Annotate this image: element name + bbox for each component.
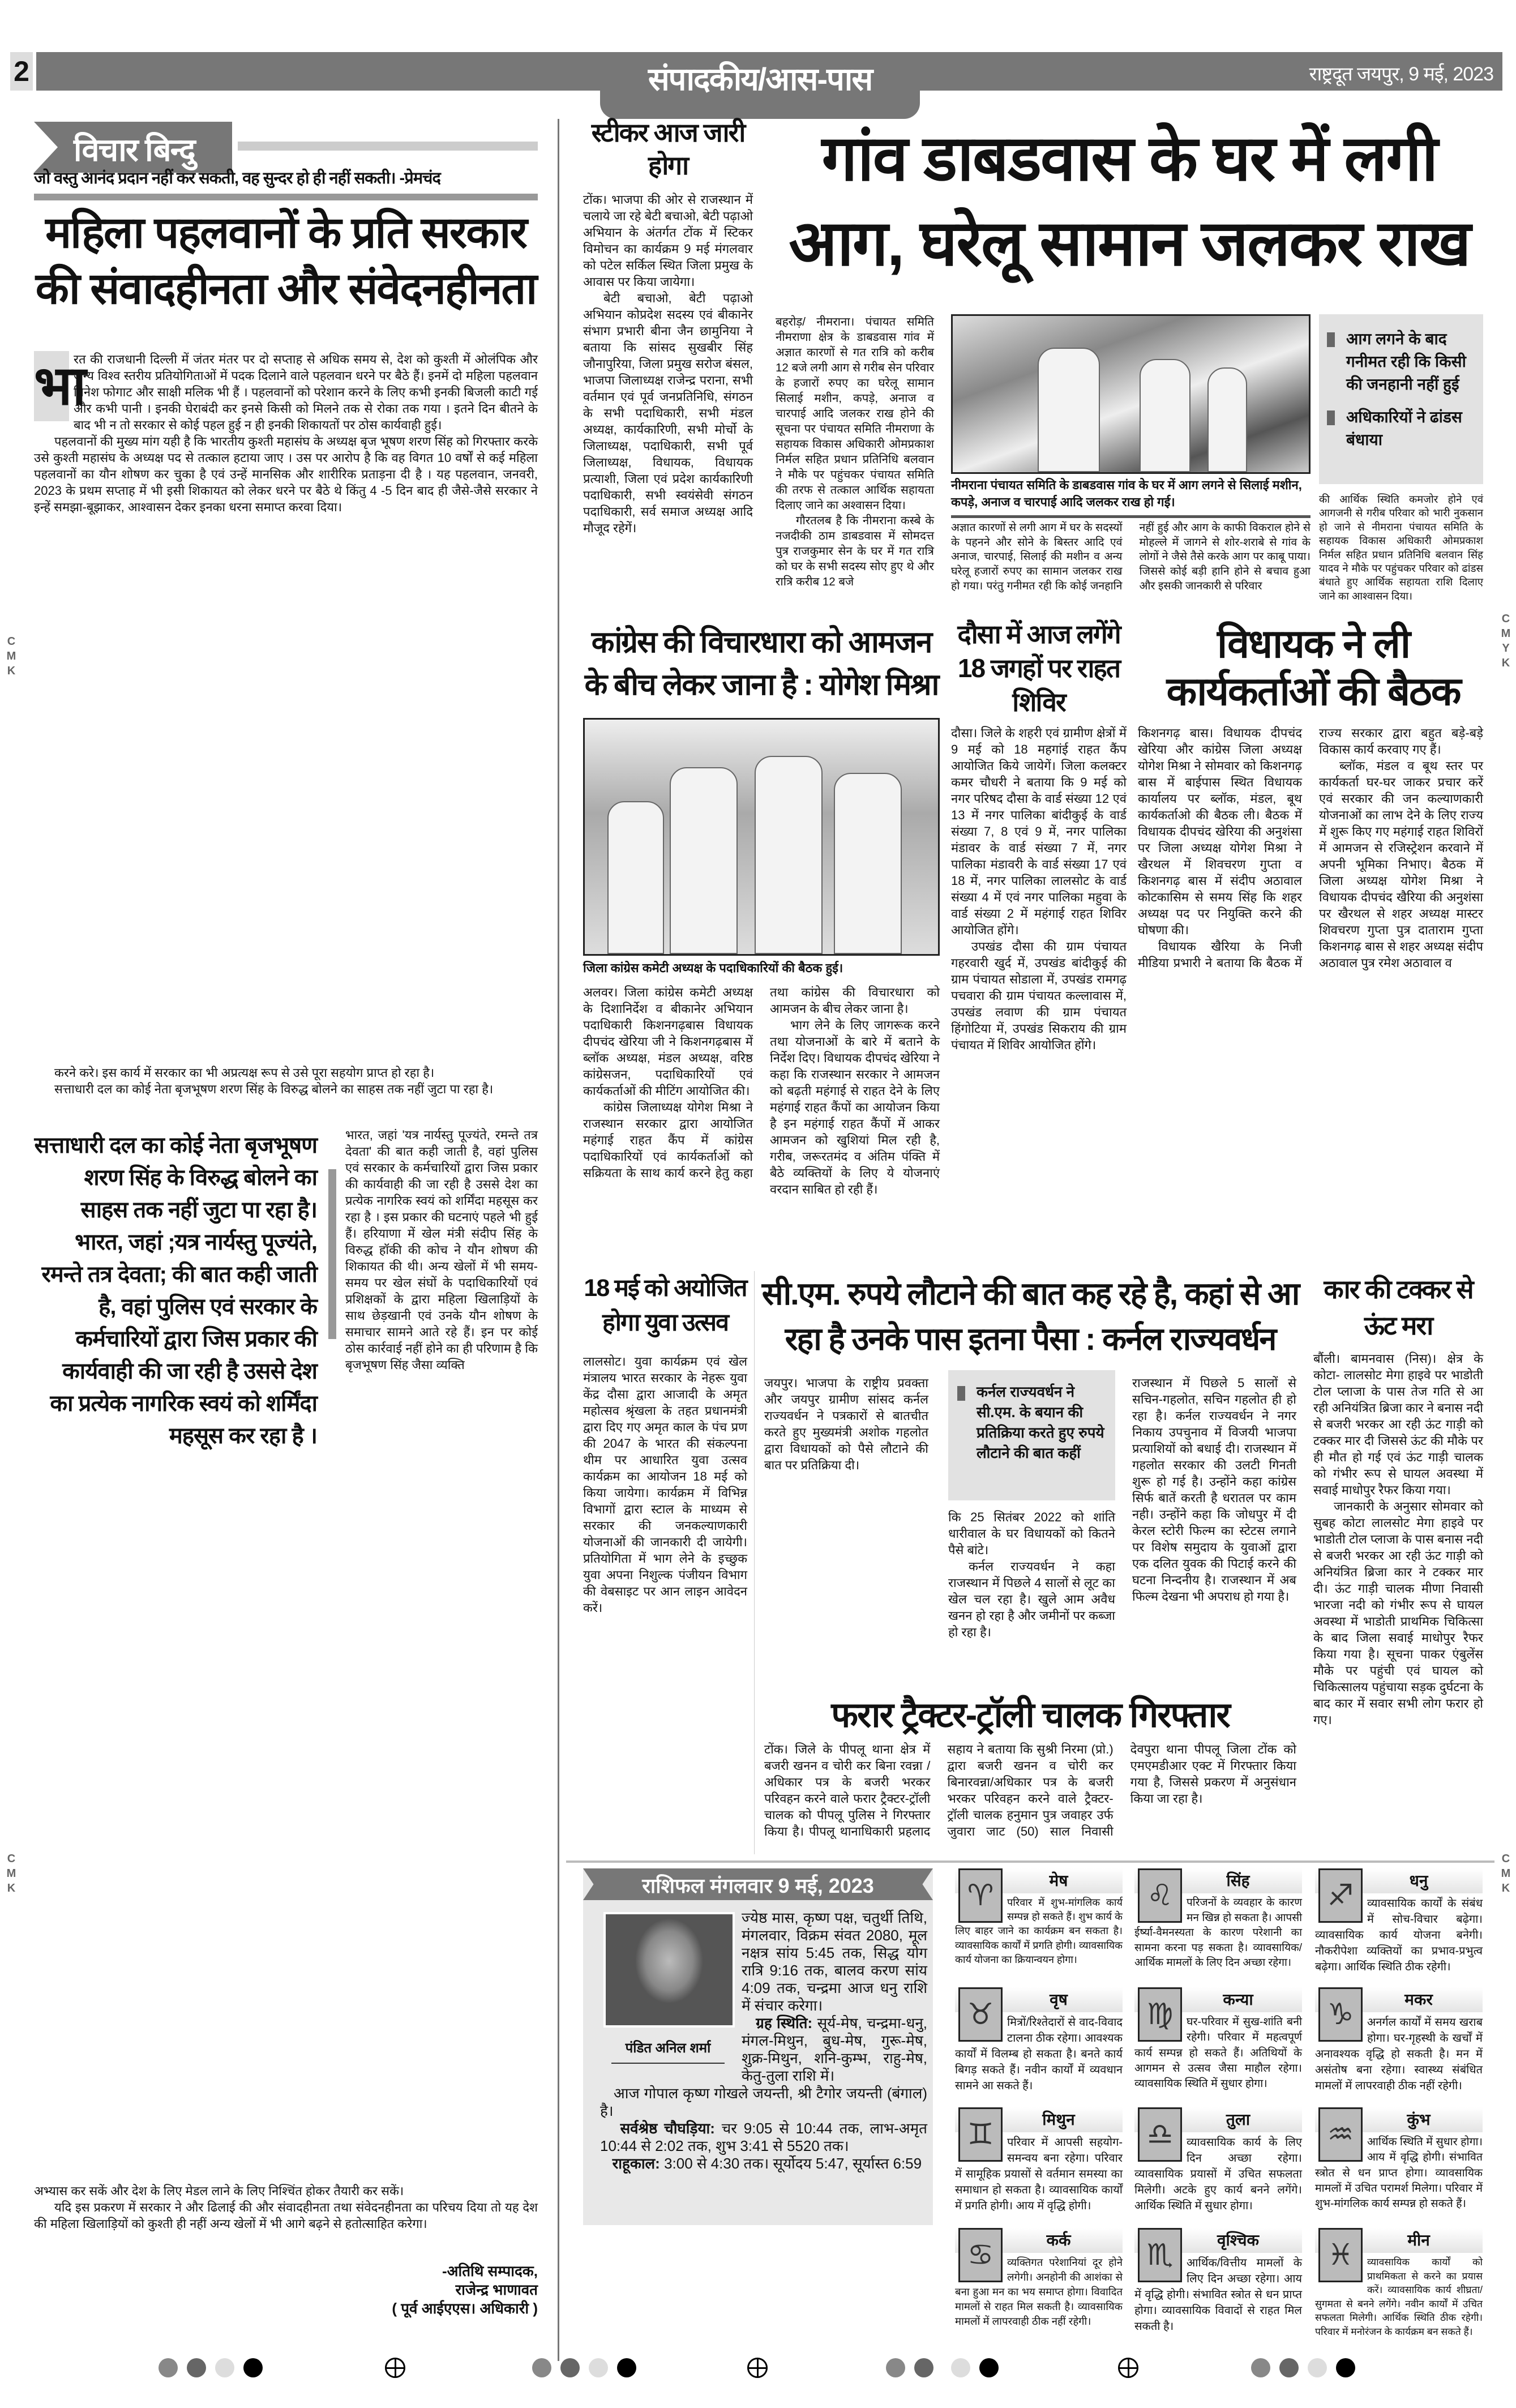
paragraph: जयपुर। भाजपा के राष्ट्रीय प्रवक्ता और जयपुर ग्रामीण सांसद कर्नल राज्यवर्धन ने पत्रकारों से बातचीत करते हुए मुख्यमंत्री अशोक गहलोत द्वारा विधायकों को पैसे लौटाने की बात पर प्रतिक्रिया दी। bbox=[764, 1376, 928, 1472]
cm-body-column-1 bbox=[764, 1375, 928, 1473]
paragraph: की आर्थिक स्थिति कमजोर होने एवं आगजनी से गरीब परिवार को भारी नुकसान हो जाने से नीमराना पंचायत समिति के सहायक विकास अधिकारी ओमप्रकाश निर्मल सहित प्रधान प्रतिनिधि बलवान सिंह यादव ने मौके पर पहुंचकर परिवार को ढांडस बंधाते हुए आर्थिक सहायता राशि दिलाए जाने का आश्वासन दिया। bbox=[1319, 493, 1483, 602]
horoscope-capricorn bbox=[1315, 1987, 1483, 2094]
sign-text: घर-परिवार में सुख-शांति बनी रहेगी। परिवार में महत्वपूर्ण कार्य सम्पन्न हो सकते हैं। अतिथियों के आगमन से उत्सव जैसा माहौल रहेगा। व्यावसायिक स्थिति में सुधार होगा। bbox=[1134, 2016, 1302, 2090]
youth-body bbox=[583, 1353, 747, 1616]
fire-highlights bbox=[1319, 314, 1483, 484]
registration-dot bbox=[914, 2358, 933, 2377]
paragraph: बेटी बचाओ, बेटी पढ़ाओ अभियान कोप्रदेश सदस्य एवं बीकानेर संभाग प्रभारी बीना जैन छामुनिया ने बताया कि सांसद सुखबीर सिंह जौनापुरिया, जिला प्रमुख सरोज बंसल, भाजपा जिलाध्यक्ष राजेन्द्र पराना, सभी वर्तमान एवं पूर्व जनप्रतिनिधि, संगठन के सभी पदाधिकारी, सभी मंडल अध्यक्ष, कार्यकारिणी, सभी मोर्चो के जिलाध्यक्ष, पदाधिकारी, सभी पूर्व जिलाध्यक्ष, विधायक, विधायक प्रत्याशी, जिला एवं प्रदेश कार्यकारिणी पदाधिकारी, सभी स्वयंसेवी संगठन पदाधिकारी, सर्व समाज अध्यक्ष आदि मौजूद रहेगें। bbox=[583, 291, 753, 535]
paragraph: विधायक खैरिया के निजी मीडिया प्रभारी ने बताया कि बैठक में राज्य सरकार द्वारा बहुत बड़े-बड़े विकास कार्य करवाए गए हैं। bbox=[1138, 726, 1483, 970]
sticker-headline: स्टीकर आज जारी होगा bbox=[591, 118, 745, 180]
fire-body-continued bbox=[951, 521, 1311, 594]
editorial-headline: महिला पहलवानों के प्रति सरकार की संवादहीनता और संवेदनहीनता bbox=[35, 208, 537, 313]
registration-dot bbox=[1308, 2358, 1327, 2377]
sign-text: परिवार में आपसी सहयोग-समन्वय बना रहेगा। परिवार में सामूहिक प्रयासों से वर्तमान समस्या का समाधान हो सकता है। व्यावसायिक कार्यों में प्रगति होगी। आय में वृद्धि होगी। bbox=[955, 2136, 1123, 2212]
cm-headline: सी.एम. रुपये लौटाने की बात कह रहे है, कहां से आ रहा है उनके पास इतना पैसा : कर्नल राज्यवर्धन bbox=[761, 1276, 1299, 1357]
highlight: अधिकारियों ने ढांडस बंधाया bbox=[1325, 406, 1478, 451]
fire-photo-caption: नीमराना पंचायत समिति के डाबडवास गांव के घर में आग लगने से सिलाई मशीन, कपड़े, अनाज व चारपाई आदि जलकर राख हो गई। bbox=[951, 478, 1302, 509]
registration-dot bbox=[979, 2358, 999, 2377]
jayanti-text: आज गोपाल कृष्ण गोखले जयन्ती, श्री टैगोर जयन्ती (बंगाल) है। bbox=[600, 2085, 927, 2119]
registration-dot bbox=[589, 2358, 608, 2377]
registration-crosshair bbox=[1118, 2358, 1138, 2378]
sign-name: मकर bbox=[1315, 1987, 1483, 2012]
graha-label: ग्रह स्थिति: bbox=[756, 2014, 813, 2031]
capricorn-icon: ♑ bbox=[1318, 1987, 1363, 2042]
tractor-headline: फरार ट्रैक्टर-ट्रॉली चालक गिरफ्तार bbox=[831, 1696, 1230, 1735]
editorial-side-text bbox=[345, 1127, 538, 1373]
label-rule bbox=[238, 142, 538, 151]
mla-body bbox=[1138, 725, 1483, 971]
paragraph: रत की राजधानी दिल्ली में जंतर मंतर पर दो सप्ताह से अधिक समय से, देश को कुश्ती में ओलंपिक और अन्य विश्व स्तरीय प्रतियोगिताओं में पदक दिलाने वाले पहलवान धरने पर बैठे हैं। इनमें दो महिला पहलवान विनेश फोगाट और साक्षी मलिक भी हैं । पहलवानों को परेशान करने के लिए कभी इनकी बिजली काटी गई और कभी पानी । इनकी घेराबंदी कर इनसे किसी को मिलने तक से रोका तक गया । इतने दिन बीतने के बाद भी न तो सरकार से कोई पहल हुई न ही इनकी शिकायतों पर ठोस कार्यवाही हुई। bbox=[74, 352, 538, 432]
aries-icon: ♈ bbox=[958, 1868, 1003, 1923]
cm-highlight bbox=[948, 1370, 1115, 1500]
paragraph: उपखंड दौसा की ग्राम पंचायत गहरवारी खुर्द में, उपखंड बांदीकुई की ग्राम पंचायत सोडाला में, उपखंड रामगढ़ पचवारा की ग्राम पंचायत कल्लावास में, उपखंड लवाण की ग्राम पंचायत हिंगोटिया में, उपखंड सिकराय की ग्राम पंचायत में शिविर आयोजित होंगे। bbox=[951, 939, 1127, 1052]
graha-text: सूर्य-मेष, चन्द्रमा-धनु, मंगल-मिथुन, बुध-मेष, गुरू-मेष, शुक्र-मिथुन, शनि-कुम्भ, राहु-मेष, केतु-तुला राशि में। bbox=[742, 2014, 927, 2084]
registration-crosshair bbox=[385, 2358, 405, 2378]
paragraph: बौंली। बामनवास (निस)। क्षेत्र के कोटा- लालसोट मेगा हाइवे पर भाडोती टोल प्लाजा के पास तेज गति से आ रही अनियंत्रित ब्रिजा कार ने बनास नदी से बजरी भरकर आ रही ऊंट गाड़ी को टक्कर मार दी जिससे ऊंट की मौके पर ही मौत हो गई एवं ऊंट गाड़ी चालक को गंभीर रूप से घायल अवस्था में सवाई माधोपुर रैफर किया गया। bbox=[1313, 1351, 1483, 1497]
camel-body bbox=[1313, 1350, 1483, 1728]
registration-dot bbox=[1336, 2358, 1355, 2377]
leo-icon: ♌ bbox=[1138, 1868, 1182, 1923]
paragraph: ब्लॉक, मंडल व बूथ स्तर पर कार्यकर्ता घर-घर जाकर प्रचार करें एवं सरकार की जन कल्याणकारी योजनाओं का लाभ देने के लिए राज्य में शुरू किए गए महंगाई राहत शिविरों में आमजन से रजिस्ट्रेशन करवाने में अपनी भूमिका निभाए। बैठक में जिला अध्यक्ष योगेश मिश्रा ने विधायक दीपचंद खैरिया की अनुशंसा पर खैरथल से शहर अध्यक्ष मास्टर शिवचरण गुप्ता पुत्र दाताराम गुप्ता किशनगढ़ बास से शहर अध्यक्ष संदीप अठावाल पुत्र रमेश अठावाल व bbox=[1319, 759, 1483, 970]
paragraph: भाग लेने के लिए जागरूक करने तथा योजनाओं के बारे में बताने के निर्देश दिए। विधायक दीपचंद खेरिया ने कहा कि राजस्थान सरकार ने आमजन को बढ़ती महंगाई से राहत देने के लिए महंगाई राहत कैंपों का आयोजन किया है इन महंगाई राहत कैंपों में आकर आमजन को खुशियां मिल रही है, गरीब, जरूरतमंद व अंतिम पंक्ति में बैठे व्यक्तियों के लिए ये योजनाएं वरदान साबित हो रही हैं। bbox=[770, 1018, 940, 1196]
camel-headline: कार की टक्कर से ऊंट मरा bbox=[1324, 1274, 1473, 1340]
paragraph: अभ्यास कर सकें और देश के लिए मेडल लाने के लिए निश्चिंत होकर तैयारी कर सकें। bbox=[34, 2184, 404, 2198]
gemini-icon: ♊ bbox=[958, 2107, 1003, 2162]
cm-body-column-3 bbox=[1132, 1375, 1296, 1605]
mla-headline: विधायक ने ली कार्यकर्ताओं की बैठक bbox=[1166, 622, 1461, 713]
horoscope-virgo bbox=[1134, 1987, 1302, 2092]
registration-crosshair bbox=[747, 2358, 768, 2378]
horoscope-taurus bbox=[955, 1987, 1123, 2094]
horoscope-sagittarius bbox=[1315, 1868, 1483, 1975]
paragraph: राजस्थान में पिछले 5 सालों से सचिन-गहलोत, सचिन गहलोत ही हो रहा है। कर्नल राज्यवर्धन ने नगर निकाय उपचुनाव में विजयी भाजपा प्रत्याशियों को बधाई दी। राजस्थान में गहलोत सरकार की उलटी गिनती शुरू हो गई है। उन्होंने कहा कांग्रेस सिर्फ बातें करती है धरातल पर काम नही। उन्होंने कहा कि जोधपुर में दी केरल स्टोरी फिल्म का स्टेटस लगाने पर विशेष समुदाय के युवाओं द्वारा एक दलित युवक की पिटाई करने की घटना निन्दनीय है। राजस्थान में अब फिल्म देखना भी अपराध हो गया है। bbox=[1132, 1376, 1296, 1603]
congress-headline: कांग्रेस की विचारधारा को आमजन के बीच लेकर जाना है : योगेश मिश्रा bbox=[584, 626, 939, 702]
editorial-closing bbox=[34, 2183, 538, 2232]
panchang-text bbox=[600, 1909, 927, 2172]
registration-dot bbox=[159, 2358, 178, 2377]
horoscope-aquarius bbox=[1315, 2107, 1483, 2212]
paragraph: अलवर। जिला कांग्रेस कमेटी अध्यक्ष के दिशानिर्देश व बीकानेर अभियान पदाधिकारी किशनगढ़बास विधायक दीपचंद खेरिया जी ने किशनगढ़बास में ब्लॉक अध्यक्ष, मंडल अध्यक्ष, वरिष्ठ कांग्रेसजन, पदाधिकारियों एवं कार्यकर्ताओं की मीटिंग आयोजित की। bbox=[583, 985, 753, 1098]
sign-text: आर्थिक/वित्तीय मामलों के लिए दिन अच्छा रहेगा। आय में वृद्धि होगी। संभावित स्त्रोत से धन प्राप्त होगा। व्यावसायिक विवादों से राहत मिल सकती है। bbox=[1134, 2257, 1302, 2333]
author-signature bbox=[283, 2262, 538, 2318]
signature-line: ( पूर्व आईएएस। अधिकारी ) bbox=[392, 2300, 538, 2317]
signature-line: -अतिथि सम्पादक, bbox=[442, 2262, 538, 2279]
fire-body-right bbox=[1319, 493, 1483, 603]
registration-dot bbox=[187, 2358, 206, 2377]
divider bbox=[34, 194, 538, 200]
sign-name: सिंह bbox=[1134, 1868, 1302, 1893]
astrologer-name: पंडित अनिल शर्मा bbox=[611, 2038, 725, 2064]
registration-dot bbox=[1279, 2358, 1299, 2377]
scorpio-icon: ♏ bbox=[1138, 2228, 1182, 2282]
sign-name: वृश्चिक bbox=[1134, 2228, 1302, 2253]
horoscope-cancer bbox=[955, 2228, 1123, 2329]
paragraph: टोंक। भाजपा की ओर से राजस्थान में चलाये जा रहे बेटी बचाओ, बेटी पढ़ाओ अभियान के अंतर्गत टोंक में स्टिकर विमोचन का कार्यक्रम 9 मई मंगलवार को पटेल सर्किल स्थित जिला प्रमुख के आवास पर किया जायेगा। bbox=[583, 193, 753, 289]
pull-quote: सत्ताधारी दल का कोई नेता बृजभूषण शरण सिंह के विरुद्ध बोलने का साहस तक नहीं जुटा पा रहा है। भारत, जहां ;यत्र नार्यस्तु पूज्यंते, रमन्ते तत्र देवता; की बात कही जाती है, वहां पुलिस एवं सरकार के कर्मचारियों द्वारा जिस प्रकार की कार्यवाही की जा रही है उससे देश का प्रत्येक नागरिक स्वयं को शर्मिंदा महसूस कर रहा है । bbox=[34, 1133, 317, 1448]
choghadiya-label: सर्वश्रेष्ठ चौघड़िया: bbox=[620, 2120, 715, 2137]
panchang-title: राशिफल मंगलवार 9 मई, 2023 bbox=[642, 1874, 874, 1897]
paragraph: कर्नल राज्यवर्धन ने कहा राजस्थान में पिछले 4 सालों से लूट का खेल चल रहा है। खुले आम अवैध खनन हो रहा है और जमीनों पर कब्जा हो रहा है। bbox=[948, 1559, 1115, 1639]
paragraph: सत्ताधारी दल का कोई नेता बृजभूषण शरण सिंह के विरुद्ध बोलने का साहस तक नहीं जुटा पा रहा है। bbox=[54, 1082, 494, 1096]
choghadiya-text: चर 9:05 से 10:44 तक, लाभ-अमृत 10:44 से 2:02 तक, शुभ 3:41 से 5520 तक। bbox=[600, 2120, 927, 2154]
cancer-icon: ♋ bbox=[958, 2228, 1003, 2282]
horoscope-aries bbox=[955, 1868, 1123, 1967]
registration-dot bbox=[560, 2358, 580, 2377]
column-label-text: विचार बिन्दु bbox=[74, 132, 195, 168]
highlight: कर्नल राज्यवर्धन ने सी.एम. के बयान की प्रतिक्रिया करते हुए रुपये लौटाने की बात कहीं bbox=[955, 1382, 1108, 1463]
sign-text: मित्रों/रिश्तेदारों से वाद-विवाद टालना ठीक रहेगा। आवश्यक कार्यों में विलम्ब हो सकता है। बनते कार्य बिगड़ सकते हैं। नवीन कार्यों में व्यवधान सामने आ सकते हैं। bbox=[955, 2016, 1123, 2092]
sign-name: धनु bbox=[1315, 1868, 1483, 1893]
dausa-body bbox=[951, 725, 1127, 1053]
sign-name: वृष bbox=[955, 1987, 1123, 2012]
fire-photo bbox=[951, 314, 1311, 474]
libra-icon: ♎ bbox=[1138, 2107, 1182, 2162]
paragraph: जानकारी के अनुसार सोमवार को सुबह कोटा लालसोट मेगा हाइवे पर भाडोती टोल प्लाजा के पास बनास नदी से बजरी भरकर आ रही ऊंट गाड़ी को अनियंत्रित ब्रिजा कार ने टक्कर मार दी। ऊंट गाड़ी चालक मीणा निवासी भारजा नदी को गंभीर रूप से घायल अवस्था में भाडोती प्राथमिक चिकित्सा के बाद जिला सवाई माधोपुर रैफर किया गया है। सूचना पाकर एंबुलेंस मौके पर पहुंची एवं घायल को चिकित्सालय पहुंचाया सड़क दुर्घटना के बाद कार में सवार सभी लोग फरार हो गए। bbox=[1313, 1499, 1483, 1727]
page-number: 2 bbox=[10, 52, 33, 91]
sticker-body bbox=[583, 191, 753, 536]
sign-text: व्यावसायिक कार्य के लिए दिन अच्छा रहेगा। व्यावसायिक प्रयासों में उचित सफलता मिलेगी। अटके हुए कार्य बनने लगेंगे। आर्थिक स्थिति में सुधार होगा। bbox=[1134, 2136, 1302, 2212]
pull-quote-rule bbox=[328, 1169, 336, 1339]
congress-photo bbox=[583, 718, 940, 956]
sign-name: तुला bbox=[1134, 2107, 1302, 2132]
editorial-body-top bbox=[34, 351, 538, 515]
signature-line: राजेन्द्र भाणावत bbox=[455, 2281, 538, 2298]
tractor-body bbox=[764, 1741, 1296, 1840]
paragraph: लालसोट। युवा कार्यक्रम एवं खेल मंत्रालय भारत सरकार के नेहरू युवा केंद्र दौसा द्वारा आजादी के अमृत महोत्सव श्रृंखला के तहत प्रधानमंत्री द्वारा दिए गए अमृत काल के पंच प्रण की 2047 के भारत की संकल्पना थीम पर आधारित युवा उत्सव कार्यक्रम का आयोजन 18 मई को किया जायेगा। कार्यक्रम में विभिन्न विभागों द्वारा स्टाल के माध्यम से सरकार की जनकल्याणकारी योजनाओं की जानकारी दी जायेगी। प्रतियोगिता में भाग लेने के इच्छुक युवा अपना निशुल्क पंजीयन विभाग की वेबसाइट पर आन लाइन आवेदन करें। bbox=[583, 1354, 747, 1615]
panchang-intro: ज्येष्ठ मास, कृष्ण पक्ष, चतुर्थी तिथि, मंगलवार, विक्रम संवत 2080, मूल नक्षत्र सांय 5:45 तक, सिद्ध योग रात्रि 9:16 तक, बालव करण सांय 4:09 तक, चन्द्रमा आज धनु राशि में संचार करेगा। bbox=[742, 1909, 927, 2014]
congress-photo-caption: जिला कांग्रेस कमेटी अध्यक्ष के पदाधिकारियों की बैठक हुई। bbox=[583, 961, 843, 975]
sign-text: व्यावसायिक कार्यों के संबंध में सोच-विचार बढ़ेगा। व्यावसायिक कार्य योजना बनेगी। नौकरीपेशा व्यक्तियों का प्रभाव-प्रभुत्व बढ़ेगा। आर्थिक स्थिति ठीक रहेगी। bbox=[1315, 1897, 1483, 1973]
sign-name: मेष bbox=[955, 1868, 1123, 1893]
horoscope-leo bbox=[1134, 1868, 1302, 1971]
paragraph: कि 25 सितंबर 2022 को शांति धारीवाल के घर विधायकों को कितने पैसे बांटे। bbox=[948, 1510, 1115, 1557]
paragraph: यदि इस प्रकरण में सरकार ने और ढिलाई की और संवादहीनता तथा संवेदनहीनता का परिचय दिया तो यह देश की महिला खिलाड़ियों को कुश्ती ही नहीं अन्य खेलों में भी आगे बढ़ने से हतोत्साहित करेगा। bbox=[34, 2200, 538, 2231]
fire-headline: गांव डाबडवास के घर में लगी आग, घरेलू सामान जलकर राख bbox=[789, 123, 1470, 279]
congress-body bbox=[583, 984, 940, 1197]
pisces-icon: ♓ bbox=[1318, 2228, 1363, 2282]
paragraph: भारत, जहां 'यत्र नार्यस्तु पूज्यंते, रमन्ते तत्र देवता' की बात कही जाती है, वहां पुलिस एवं सरकार के कर्मचारियों द्वारा जिस प्रकार की कार्यवाही की जा रही है उससे देश का प्रत्येक नागरिक स्वयं को शर्मिंदा महसूस कर रहा है । इस प्रकार की घटनाएं पहले भी हुई हैं। हरियाणा में खेल मंत्री संदीप सिंह के विरुद्ध हॉकी की कोच ने यौन शोषण की शिकायत की थी। अन्य खेलों में भी समय-समय पर खेल संघों के पदाधिकारियों एवं प्रशिक्षकों के द्वारा महिला खिलाड़ियों के साथ छेड़खानी एवं उनके यौन शोषण के समाचार सामने आते रहे हैं। इन पर कोई ठोस कार्रवाई नहीं होने का ही परिणाम है कि बृजभूषण सिंह जैसा व्यक्ति bbox=[345, 1128, 538, 1372]
horoscope-libra bbox=[1134, 2107, 1302, 2214]
registration-dot bbox=[1251, 2358, 1270, 2377]
virgo-icon: ♍ bbox=[1138, 1987, 1182, 2042]
rahukaal-label: राहूकाल: bbox=[612, 2155, 660, 2172]
sign-name: कर्क bbox=[955, 2228, 1123, 2253]
sign-text: आर्थिक स्थिति में सुधार होगा। आय में वृद्धि होगी। संभावित स्त्रोत से धन प्राप्त होगा। व्यावसायिक मामलों में उचित परामर्श मिलेगा। परिवार में शुभ-मांगलिक कार्य सम्पन्न हो सकते हैं। bbox=[1315, 2136, 1483, 2210]
highlight: आग लगने के बाद गनीमत रही कि किसी की जनहानी नहीं हुई bbox=[1325, 328, 1478, 396]
registration-dot bbox=[951, 2358, 970, 2377]
paragraph: अज्ञात कारणों से लगी आग में घर के सदस्यों के पहनने और सोने के बिस्तर आदि एवं अनाज, चारपाई, सिलाई की मशीन व अन्य घरेलू हजारों रुपए का सामान जलकर राख हो गया। परंतु गनीमत रही कि कोई जनहानि नहीं हुई और आग के काफी विकराल होने से मोहल्ले में जागने से शोर-शराबे से गांव के लोगों ने जैसे तैसे करके आग पर काबू पाया। जिससे कोई बड़ी हानि होने से बचाव हुआ और इसकी जानकारी से परिवार bbox=[951, 521, 1311, 592]
registration-dot bbox=[886, 2358, 905, 2377]
registration-dot bbox=[617, 2358, 636, 2377]
cmyk-mark: C M K bbox=[6, 1853, 16, 1894]
horoscope-pisces bbox=[1315, 2228, 1483, 2338]
registration-dot bbox=[532, 2358, 551, 2377]
sign-text: व्यावसायिक कार्यों को प्राथमिकता से करने का प्रयास करें। व्यावसायिक कार्य शीघ्रता/सुगमता से बनने लगेंगे। नवीन कार्यों में उचित सफलता मिलेगी। आर्थिक स्थिति ठीक रहेगी। परिवार में मनोरंजन के कार्यक्रम बन सकते हैं। bbox=[1315, 2256, 1483, 2337]
youth-headline: 18 मई को अयोजित होगा युवा उत्सव bbox=[584, 1274, 747, 1336]
thought-of-day: जो वस्तु आनंद प्रदान नहीं कर सकती, वह सुन्दर हो ही नहीं सकती। -प्रेमचंद bbox=[34, 169, 440, 187]
paragraph: बहरोड़/ नीमराना। पंचायत समिति नीमराणा क्षेत्र के डाबडवास गांव में अज्ञात कारणों से गत रात्रि को करीब 12 बजे लगी आग से गरीब सेन परिवार के हजारों रुपए का घरेलू सामान सिलाई मशीन, कपड़े, अनाज व चारपाई आदि जलकर राख होने की सूचना पर पंचायत समिति नीमराणा के सहायक विकास अधिकारी ओमप्रकाश निर्मल सहित प्रधान प्रतिनिधि बलवान ने मौके पर पहुंचकर पंचायत समिति की तरफ से तत्काल आर्थिक सहायता दिलाए जाने का अश्वासन दिया। bbox=[776, 315, 934, 512]
taurus-icon: ♉ bbox=[958, 1987, 1003, 2042]
horoscope-scorpio bbox=[1134, 2228, 1302, 2334]
paragraph: कांग्रेस जिलाध्यक्ष योगेश मिश्रा ने राजस्थान सरकार द्वारा आयोजित महंगाई राहत कैंप में कांग्रेस पदाधिकारियों एवं कार्यकर्ताओं को सक्रियता के साथ कार्य करने हेतु कहा तथा कांग्रेस की विचारधारा को आमजन के बीच लेकर जाना है। bbox=[583, 985, 940, 1180]
sagittarius-icon: ♐ bbox=[1318, 1868, 1363, 1923]
cm-body-column-2 bbox=[948, 1509, 1115, 1640]
sign-text: परिवार में शुभ-मांगलिक कार्य सम्पन्न हो सकते हैं। शुभ कार्य के लिए बाहर जाने का कार्यक्रम बन सकता है। व्यावसायिक कार्यों में प्रगति होगी। व्यावसायिक कार्य योजना का क्रियान्वयन होगा। bbox=[955, 1897, 1123, 1965]
fire-body bbox=[776, 314, 934, 589]
registration-dot bbox=[243, 2358, 263, 2377]
sign-text: अनर्गल कार्यों में समय खराब होगा। घर-गृहस्थी के खर्चों में अनावश्यक वृद्धि हो सकती है। मन में असंतोष बना रहेगा। स्वास्थ्य संबंधित मामलों में लापरवाही ठीक नहीं रहेगी। bbox=[1315, 2016, 1483, 2092]
sign-name: कन्या bbox=[1134, 1987, 1302, 2012]
section-divider bbox=[566, 1860, 1494, 1863]
editorial-body-middle bbox=[34, 1064, 538, 1097]
caption-rule bbox=[951, 515, 1311, 518]
paragraph: गौरतलब है कि नीमराना कस्बे के नजदीकी ठाम डाबडवास में सोमदत्त पुत्र राजकुमार सेन के घर में गत रात्रि को घर के सभी सदस्य सोए हुए थे और रात्रि करीब 12 बजे bbox=[776, 514, 934, 589]
paragraph: किशनगढ़ बास। विधायक दीपचंद खेरिया और कांग्रेस जिला अध्यक्ष योगेश मिश्रा ने सोमवार को किशनगढ़ बास में बाईपास स्थित विधायक कार्यालय पर ब्लॉक, मंडल, बूथ कार्यकर्ताओ की बैठक ली। बैठक में विधायक दीपचंद खेरिया की अनुशंसा पर जिला अध्यक्ष योगेश मिश्रा ने खैरथल में शिवचरण गुप्ता व किशनगढ़ बास में संदीप अठावाल कोटकासिम से समय सिंह कि शहर अध्यक्ष पद पर नियुक्ति करने की घोषणा की। bbox=[1138, 726, 1302, 937]
cmyk-mark: C M Y K bbox=[1501, 613, 1511, 669]
sign-name: कुंभ bbox=[1315, 2107, 1483, 2132]
paragraph: पहलवानों की मुख्य मांग यही है कि भारतीय कुश्ती महासंघ के अध्यक्ष बृज भूषण शरण सिंह को गिरफ्तार करके उसे कुश्ती महासंघ के अध्यक्ष पद से तत्काल हटाया जाए । उस पर आरोप है कि वह विगत 10 वर्षों से कई महिला पहलवानों का यौन शोषण कर चुका है एवं उन्हें मानसिक और शारीरिक प्रताड़ना दी है । यह पहलवान, जनवरी, 2023 के प्रथम सप्ताह में भी इसी शिकायत को लेकर धरने पर बैठे थे किंतु 4 -5 दिन बाद ही जैसे-जैसे सरकार ने इन्हें समझा-बूझाकर, आश्वासन देकर इनका धरना समाप्त करवा दिया। bbox=[34, 434, 538, 514]
sign-text: व्यक्तिगत परेशानियां दूर होने लगेगी। अनहोनी की आशंका से बना हुआ मन का भय समाप्त होगा। विवादित मामलों से राहत मिल सकती है। व्यावसायिक मामलों में लापरवाही ठीक नहीं रहेगी। bbox=[955, 2256, 1123, 2327]
rahukaal-text: 3:00 से 4:30 तक। सूर्योदय 5:47, सूर्यास्त 6:59 bbox=[664, 2155, 922, 2172]
paragraph: दौसा। जिले के शहरी एवं ग्रामीण क्षेत्रों में 9 मई को 18 महगांई राहत कैंप आयोजित किये जायेगें। जिला कलक्टर कमर चौधरी ने बताया कि 9 मई को नगर परिषद दौसा के वार्ड संख्या 12 एवं 13 में नगर पालिका बांदीकुई के वार्ड संख्या 7, 8 एवं 9 में, नगर पालिका मंडावर के वार्ड संख्या 7 में, नगर पालिका मंडावरी के वार्ड संख्या 17 एवं 18 में, नगर पालिका लालसोट के वार्ड संख्या 4 में एवं नगर पालिका महुवा के वार्ड संख्या 2 में महंगाई राहत शिविर आयोजित होंगे। bbox=[951, 726, 1127, 937]
column-divider bbox=[754, 1271, 755, 1854]
cmyk-mark: C M K bbox=[1501, 1853, 1511, 1894]
aquarius-icon: ♒ bbox=[1318, 2107, 1363, 2162]
sign-name: मिथुन bbox=[955, 2107, 1123, 2132]
paragraph: टोंक। जिले के पीपलू थाना क्षेत्र में बजरी खनन व चोरी कर बिना रवन्ना /अधिकार पत्र के बजरी भरकर परिवहन करने वाले फरार ट्रैक्टर-ट्रॉली चालक को पीपलू पुलिस ने गिरफ्तार किया है। पीपलू थानाधिकारी प्रहलाद सहाय ने बताया कि सुश्री निरमा (प्रो.) द्वारा बजरी खनन व चोरी कर बिनारवन्ना/अधिकार पत्र के बजरी भरकर परिवहन करने वाले ट्रैक्टर-ट्रॉली चालक हनुमान पुत्र जवाहर उर्फ जुवारा जाट (50) साल निवासी देवपुरा थाना पीपलू जिला टोंक को एमएमडीआर एक्ट में गिरफ्तार किया गया है, जिससे प्रकरण में अनुसंधान किया जा रहा है। bbox=[764, 1742, 1296, 1838]
paragraph: करने करे। इस कार्य में सरकार का भी अप्रत्यक्ष रूप से उसे पूरा सहयोग प्राप्त हो रहा है। bbox=[54, 1066, 435, 1080]
dausa-headline: दौसा में आज लगेंगे 18 जगहों पर राहत शिविर bbox=[957, 619, 1120, 717]
drop-cap: भा bbox=[34, 351, 69, 421]
section-title: संपादकीय/आस-पास bbox=[648, 61, 872, 97]
horoscope-gemini bbox=[955, 2107, 1123, 2214]
cmyk-mark: C M K bbox=[6, 635, 16, 677]
column-divider bbox=[558, 119, 559, 2361]
sign-text: परिजनों के व्यवहार के कारण मन खिन्न हो सकता है। आपसी ईर्ष्या-वैमनस्यता के कारण परेशानी का सामना करना पड़ सकता है। व्यावसायिक/आर्थिक मामलों के लिए दिन अच्छा रहेगा। bbox=[1134, 1897, 1302, 1969]
sign-name: मीन bbox=[1315, 2228, 1483, 2253]
registration-dot bbox=[215, 2358, 234, 2377]
dateline: राष्ट्रदूत जयपुर, 9 मई, 2023 bbox=[1309, 63, 1493, 85]
